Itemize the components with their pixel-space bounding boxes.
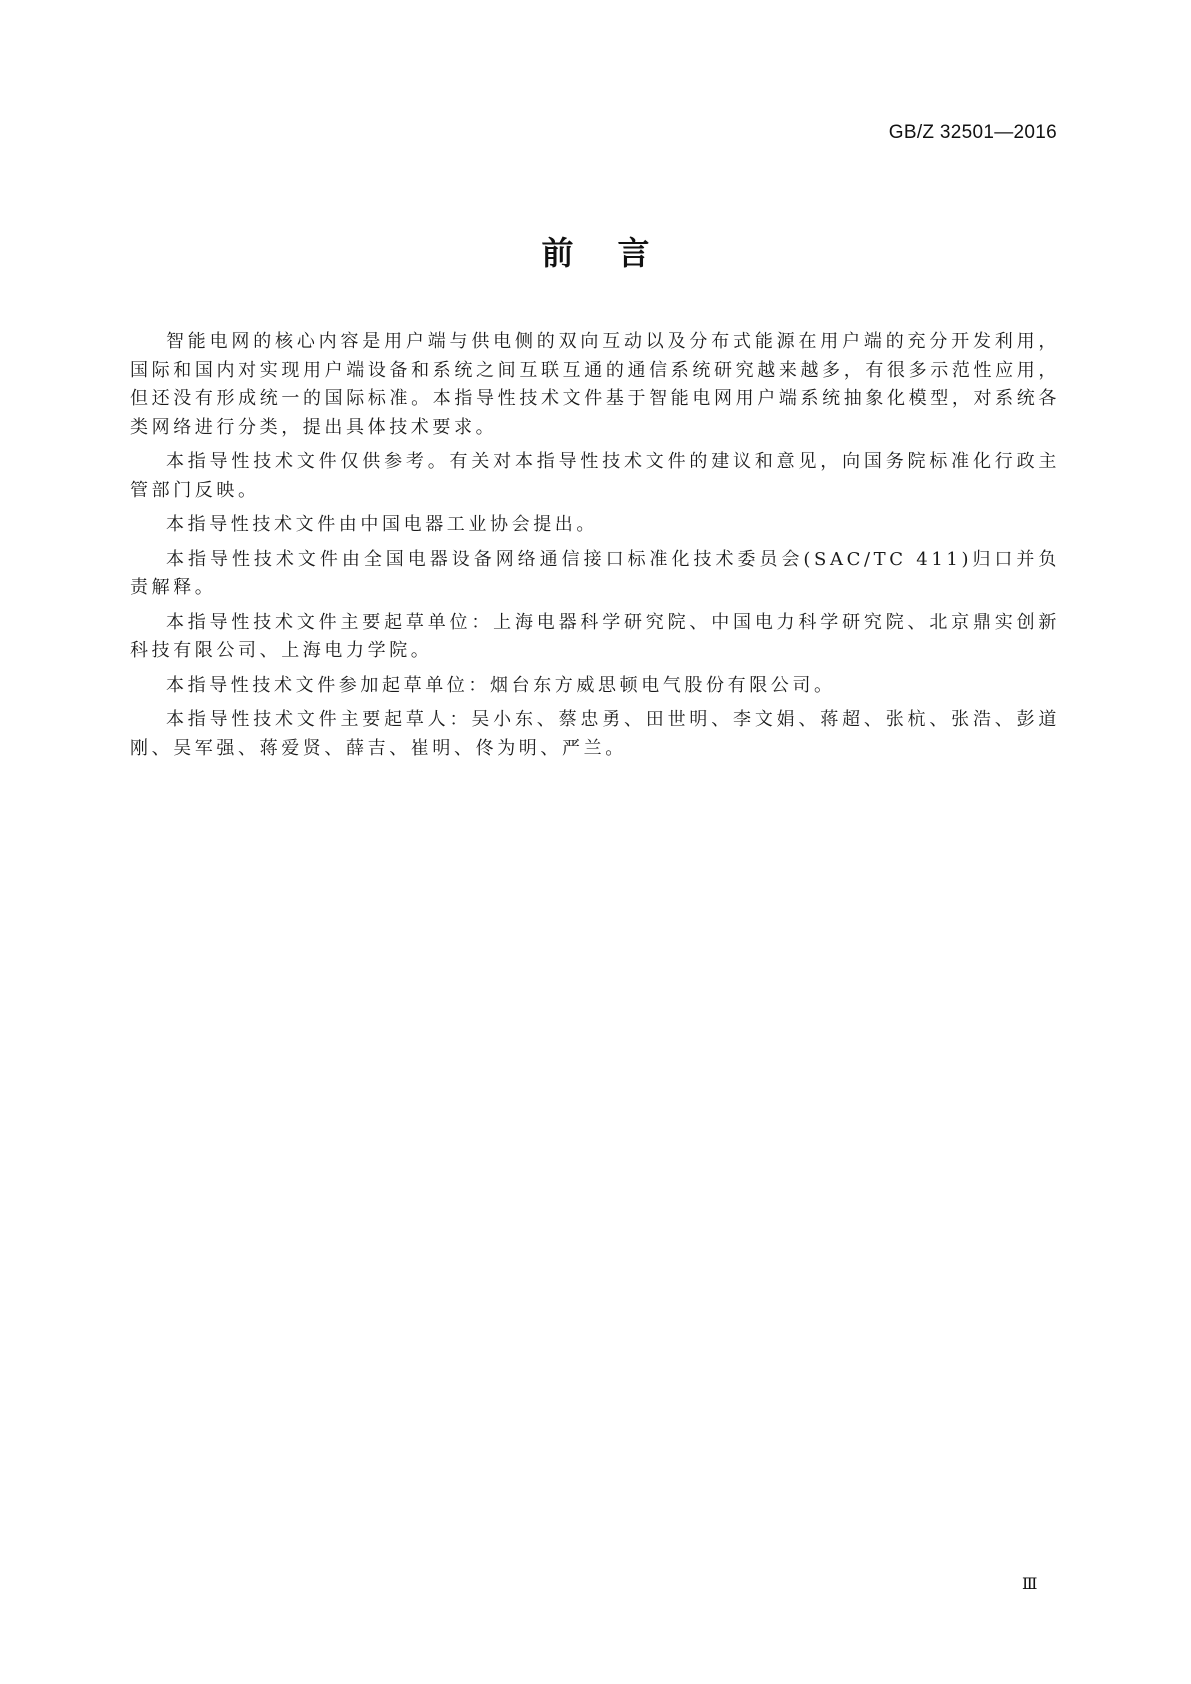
paragraph-reference-note: 本指导性技术文件仅供参考。有关对本指导性技术文件的建议和意见，向国务院标准化行政主管部门反映。: [130, 451, 1060, 501]
preface-body: [130, 328, 1060, 769]
title-char-1: 前: [541, 234, 574, 272]
title-char-2: 言: [617, 234, 650, 272]
page-title: [0, 228, 1191, 274]
paragraph-administrator: 本指导性技术文件由全国电器设备网络通信接口标准化技术委员会(SAC/TC 411)归口并负责解释。: [130, 548, 1060, 598]
paragraph-drafters: 本指导性技术文件主要起草人：吴小东、蔡忠勇、田世明、李文娟、蒋超、张杭、张浩、彭道刚、吴军强、蒋爱贤、薛吉、崔明、佟为明、严兰。: [130, 709, 1060, 759]
paragraph-proposer: 本指导性技术文件由中国电器工业协会提出。: [166, 514, 598, 535]
paragraph-drafting-units: 本指导性技术文件主要起草单位：上海电器科学研究院、中国电力科学研究院、北京鼎实创新科技有限公司、上海电力学院。: [130, 611, 1060, 661]
paragraph-participating-units: 本指导性技术文件参加起草单位：烟台东方威思顿电气股份有限公司。: [166, 674, 836, 696]
standard-code-header: GB/Z 32501—2016: [888, 122, 1057, 143]
paragraph-intro: 智能电网的核心内容是用户端与供电侧的双向互动以及分布式能源在用户端的充分开发利用，国际和国内对实现用户端设备和系统之间互联互通的通信系统研究越来越多，有很多示范性应用，但还没有形成统一的国际标准。本指导性技术文件基于智能电网用户端系统抽象化模型，对系统各类网络进行分类，提出具体技术要求。: [130, 331, 1060, 438]
page-number: Ⅲ: [1022, 1576, 1038, 1593]
